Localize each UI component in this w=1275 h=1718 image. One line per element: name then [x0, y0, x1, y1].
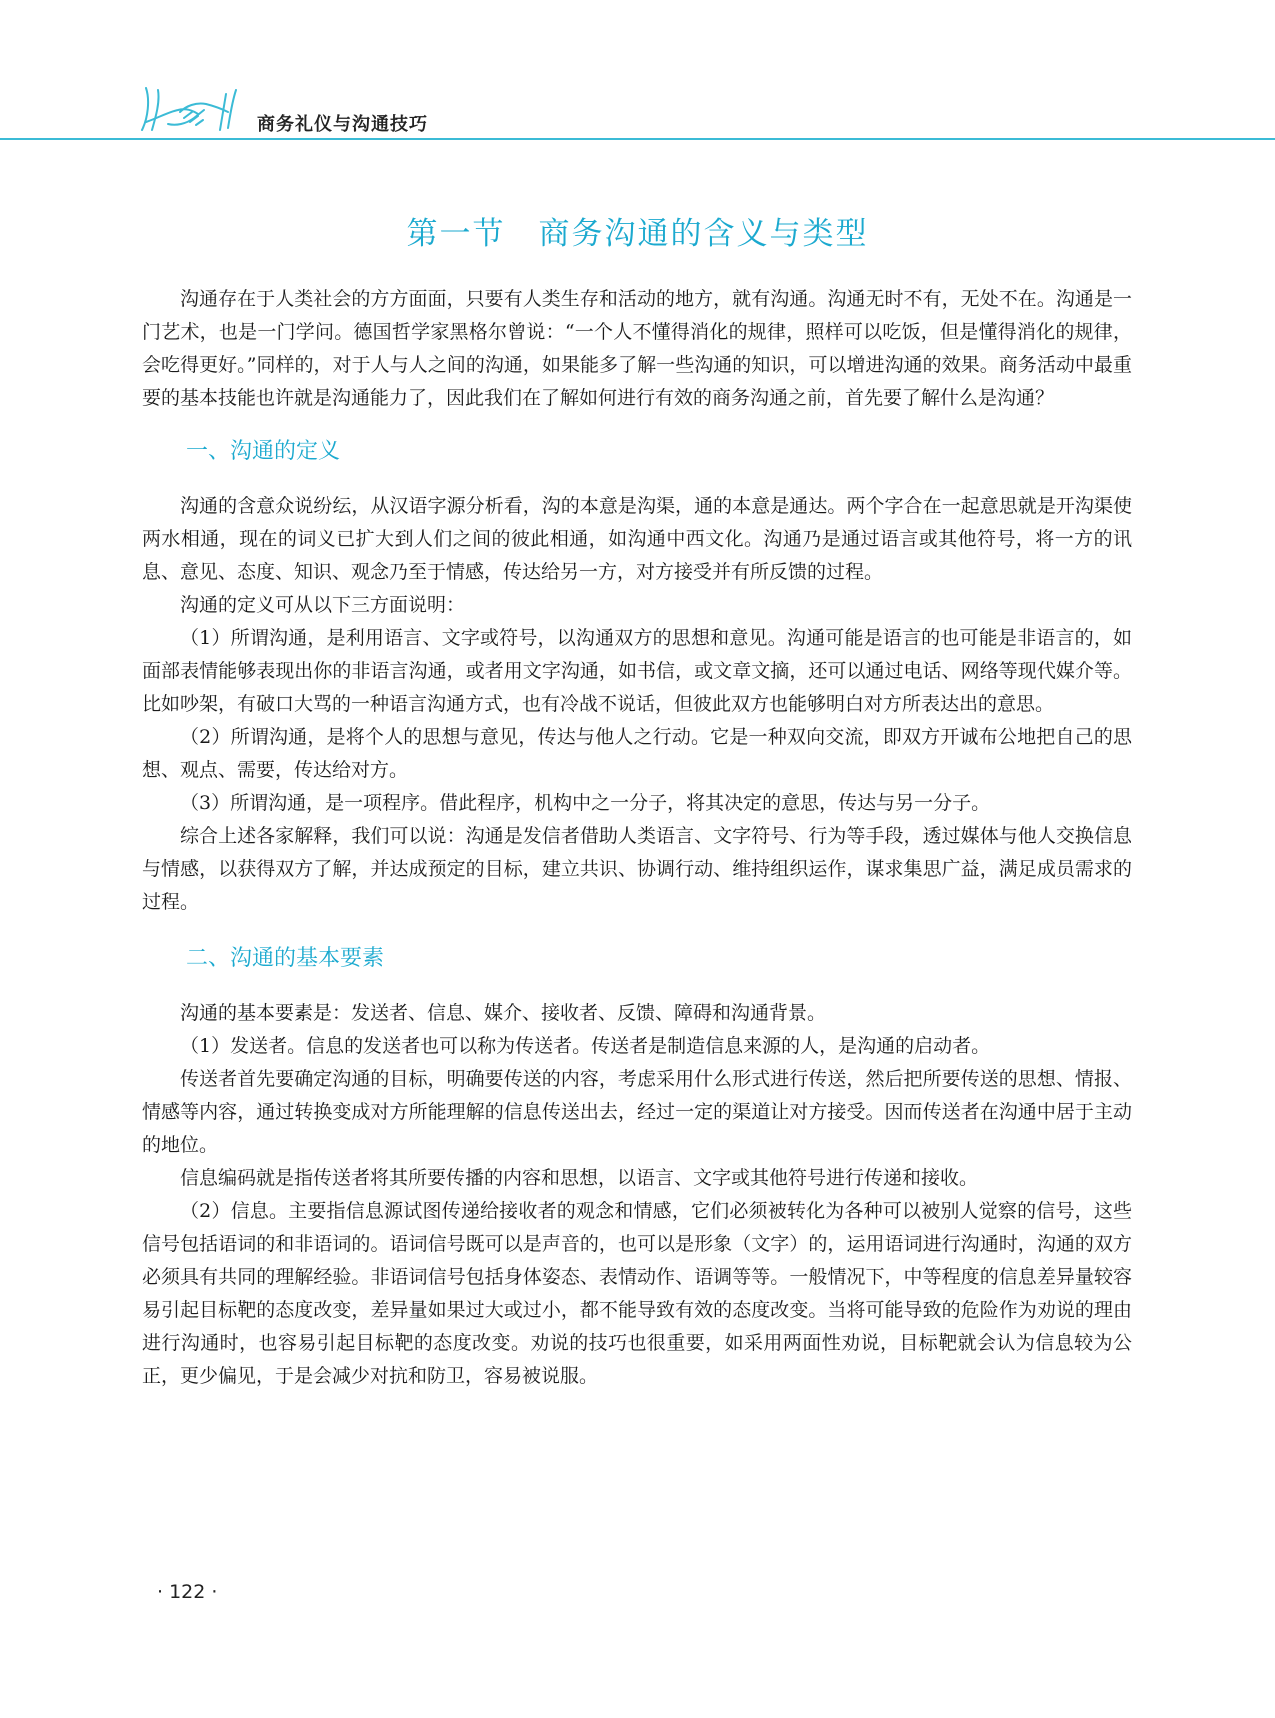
- header-divider: [0, 138, 1275, 140]
- section-title: 第一节 商务沟通的含义与类型: [406, 216, 869, 252]
- elements-paragraph: （2）信息。主要指信息源试图传递给接收者的观念和情感，它们必须被转化为各种可以被别人觉察的信号，这些信号包括语词的和非语词的。语词信号既可以是声音的，也可以是形象（文字）的，运用语词进行沟通时，沟通的双方必须具有共同的理解经验。非语词信号包括身体姿态、表情动作、语调等等。一般情况下，中等程度的信息差异量较容易引起目标靶的态度改变，差异量如果过大或过小，都不能导致有效的态度改变。当将可能导致的危险作为劝说的理由进行沟通时，也容易引起目标靶的态度改变。劝说的技巧也很重要，如采用两面性劝说，目标靶就会认为信息较为公正，更少偏见，于是会减少对抗和防卫，容易被说服。: [142, 1200, 1132, 1387]
- definition-paragraph: （3）所谓沟通，是一项程序。借此程序，机构中之一分子，将其决定的意思，传达与另一分子。: [180, 792, 991, 814]
- heading-basic-elements: 二、沟通的基本要素: [186, 946, 385, 971]
- elements-paragraph: （1）发送者。信息的发送者也可以称为传送者。传送者是制造信息来源的人，是沟通的启动者。: [180, 1035, 991, 1057]
- definition-paragraph: （1）所谓沟通，是利用语言、文字或符号，以沟通双方的思想和意见。沟通可能是语言的也可能是非语言的，如面部表情能够表现出你的非语言沟通，或者用文字沟通，如书信，或文章文摘，还可以通过电话、网络等现代媒介等。比如吵架，有破口大骂的一种语言沟通方式，也有冷战不说话，但彼此双方也能够明白对方所表达出的意思。: [142, 627, 1132, 715]
- definition-paragraph: （2）所谓沟通，是将个人的思想与意见，传达与他人之行动。它是一种双向交流，即双方开诚布公地把自己的思想、观点、需要，传达给对方。: [142, 726, 1132, 781]
- definition-paragraph: 综合上述各家解释，我们可以说：沟通是发信者借助人类语言、文字符号、行为等手段，透过媒体与他人交换信息与情感，以获得双方了解，并达成预定的目标，建立共识、协调行动、维持组织运作，谋求集思广益，满足成员需求的过程。: [142, 825, 1132, 913]
- intro-paragraph: 沟通存在于人类社会的方方面面，只要有人类生存和活动的地方，就有沟通。沟通无时不有，无处不在。沟通是一门艺术，也是一门学问。德国哲学家黑格尔曾说：“一个人不懂得消化的规律，照样可以吃饭，但是懂得消化的规律，会吃得更好。”同样的，对于人与人之间的沟通，如果能多了解一些沟通的知识，可以增进沟通的效果。商务活动中最重要的基本技能也许就是沟通能力了，因此我们在了解如何进行有效的商务沟通之前，首先要了解什么是沟通？: [142, 288, 1132, 409]
- main-content: [142, 283, 1132, 1393]
- definition-paragraph: 沟通的含意众说纷纭，从汉语字源分析看，沟的本意是沟渠，通的本意是通达。两个字合在一起意思就是开沟渠使两水相通，现在的词义已扩大到人们之间的彼此相通，如沟通中西文化。沟通乃是通过语言或其他符号，将一方的讯息、意见、态度、知识、观念乃至于情感，传达给另一方，对方接受并有所反馈的过程。: [142, 495, 1132, 583]
- page-header: [0, 0, 1275, 145]
- book-title: 商务礼仪与沟通技巧: [257, 114, 428, 135]
- elements-paragraph: 沟通的基本要素是：发送者、信息、媒介、接收者、反馈、障碍和沟通背景。: [180, 1002, 827, 1024]
- handshake-icon: [140, 78, 240, 138]
- elements-paragraph: 传送者首先要确定沟通的目标，明确要传送的内容，考虑采用什么形式进行传送，然后把所要传送的思想、情报、情感等内容，通过转换变成对方所能理解的信息传送出去，经过一定的渠道让对方接受。因而传送者在沟通中居于主动的地位。: [142, 1068, 1132, 1156]
- page-number: · 122 ·: [157, 1581, 218, 1603]
- elements-paragraph: 信息编码就是指传送者将其所要传播的内容和思想，以语言、文字或其他符号进行传递和接收。: [180, 1167, 979, 1189]
- heading-definition: 一、沟通的定义: [186, 439, 341, 464]
- definition-paragraph: 沟通的定义可从以下三方面说明：: [180, 594, 466, 616]
